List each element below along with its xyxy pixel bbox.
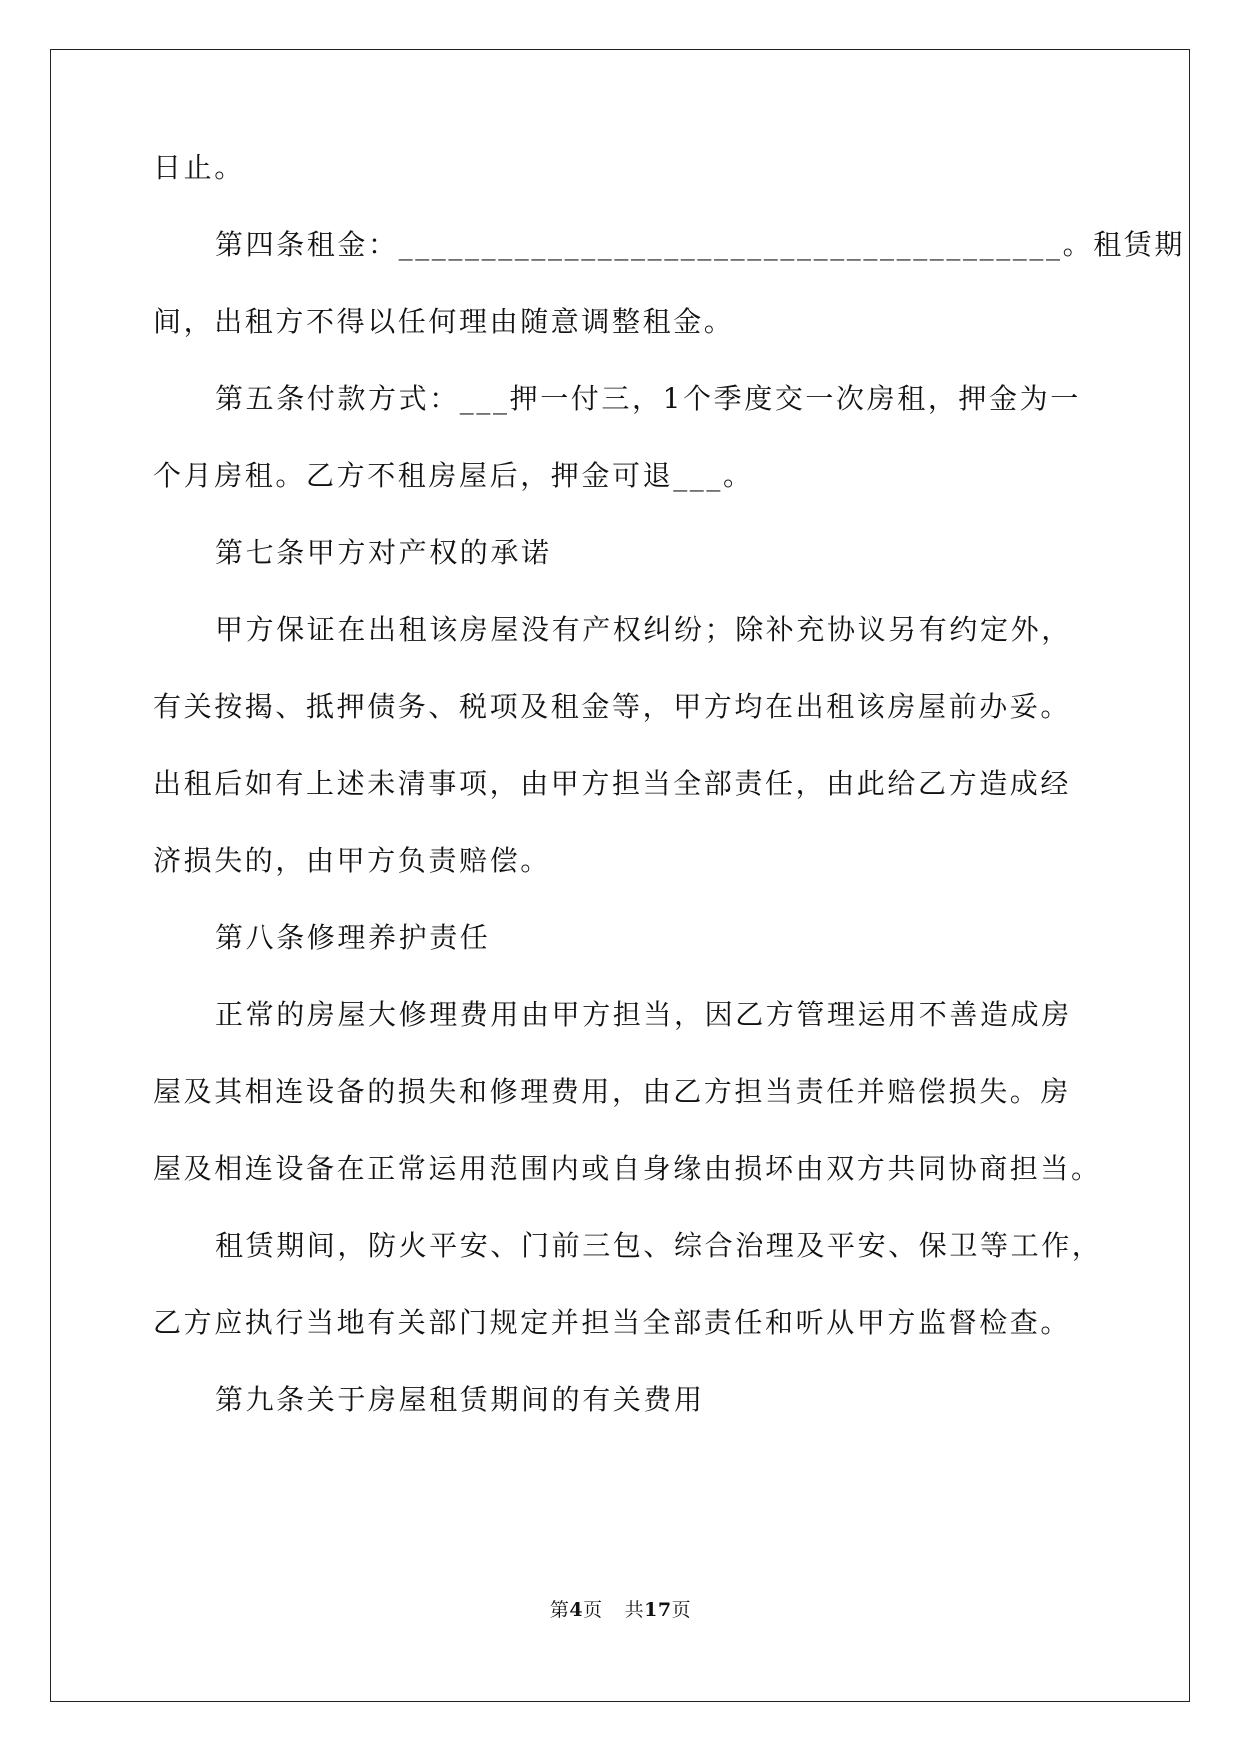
total-pages: 17 <box>644 1599 672 1621</box>
text-line-17-article-9-heading: 第九条关于房屋租赁期间的有关费用 <box>215 1383 705 1416</box>
text-line-4-article-5: 第五条付款方式：___押一付三，1个季度交一次房租，押金为一 <box>215 382 1081 415</box>
text-line-15: 租赁期间，防火平安、门前三包、综合治理及平安、保卫等工作， <box>215 1229 1103 1262</box>
text-line-8: 有关按揭、抵押债务、税项及租金等，甲方均在出租该房屋前办妥。 <box>153 690 1072 723</box>
text-line-5: 个月房租。乙方不租房屋后，押金可退___。 <box>153 459 754 492</box>
text-line-11-article-8-heading: 第八条修理养护责任 <box>215 921 491 954</box>
text-line-14: 屋及相连设备在正常运用范围内或自身缘由损坏由双方共同协商担当。 <box>153 1152 1102 1185</box>
page-prefix: 第 <box>549 1599 570 1621</box>
total-suffix: 页 <box>671 1599 692 1621</box>
text-line-10: 济损失的，由甲方负责赔偿。 <box>153 844 551 877</box>
text-line-6-article-7-heading: 第七条甲方对产权的承诺 <box>215 536 552 569</box>
text-line-16: 乙方应执行当地有关部门规定并担当全部责任和听从甲方监督检查。 <box>153 1306 1072 1339</box>
text-line-13: 屋及其相连设备的损失和修理费用，由乙方担当责任并赔偿损失。房 <box>153 1075 1072 1108</box>
text-line-3: 间，出租方不得以任何理由随意调整租金。 <box>153 305 735 338</box>
text-line-12: 正常的房屋大修理费用由甲方担当，因乙方管理运用不善造成房 <box>215 998 1072 1031</box>
page-suffix: 页 <box>583 1599 603 1621</box>
page-footer <box>0 1598 1241 1622</box>
page-number: 4 <box>569 1599 584 1621</box>
total-prefix: 共 <box>624 1599 645 1621</box>
text-line-9: 出租后如有上述未清事项，由甲方担当全部责任，由此给乙方造成经 <box>153 767 1072 800</box>
text-line-7: 甲方保证在出租该房屋没有产权纠纷；除补充协议另有约定外， <box>215 613 1072 646</box>
text-line-1: 日止。 <box>153 151 245 184</box>
text-line-2-article-4: 第四条租金：________________________________________。租赁期 <box>215 228 1186 261</box>
